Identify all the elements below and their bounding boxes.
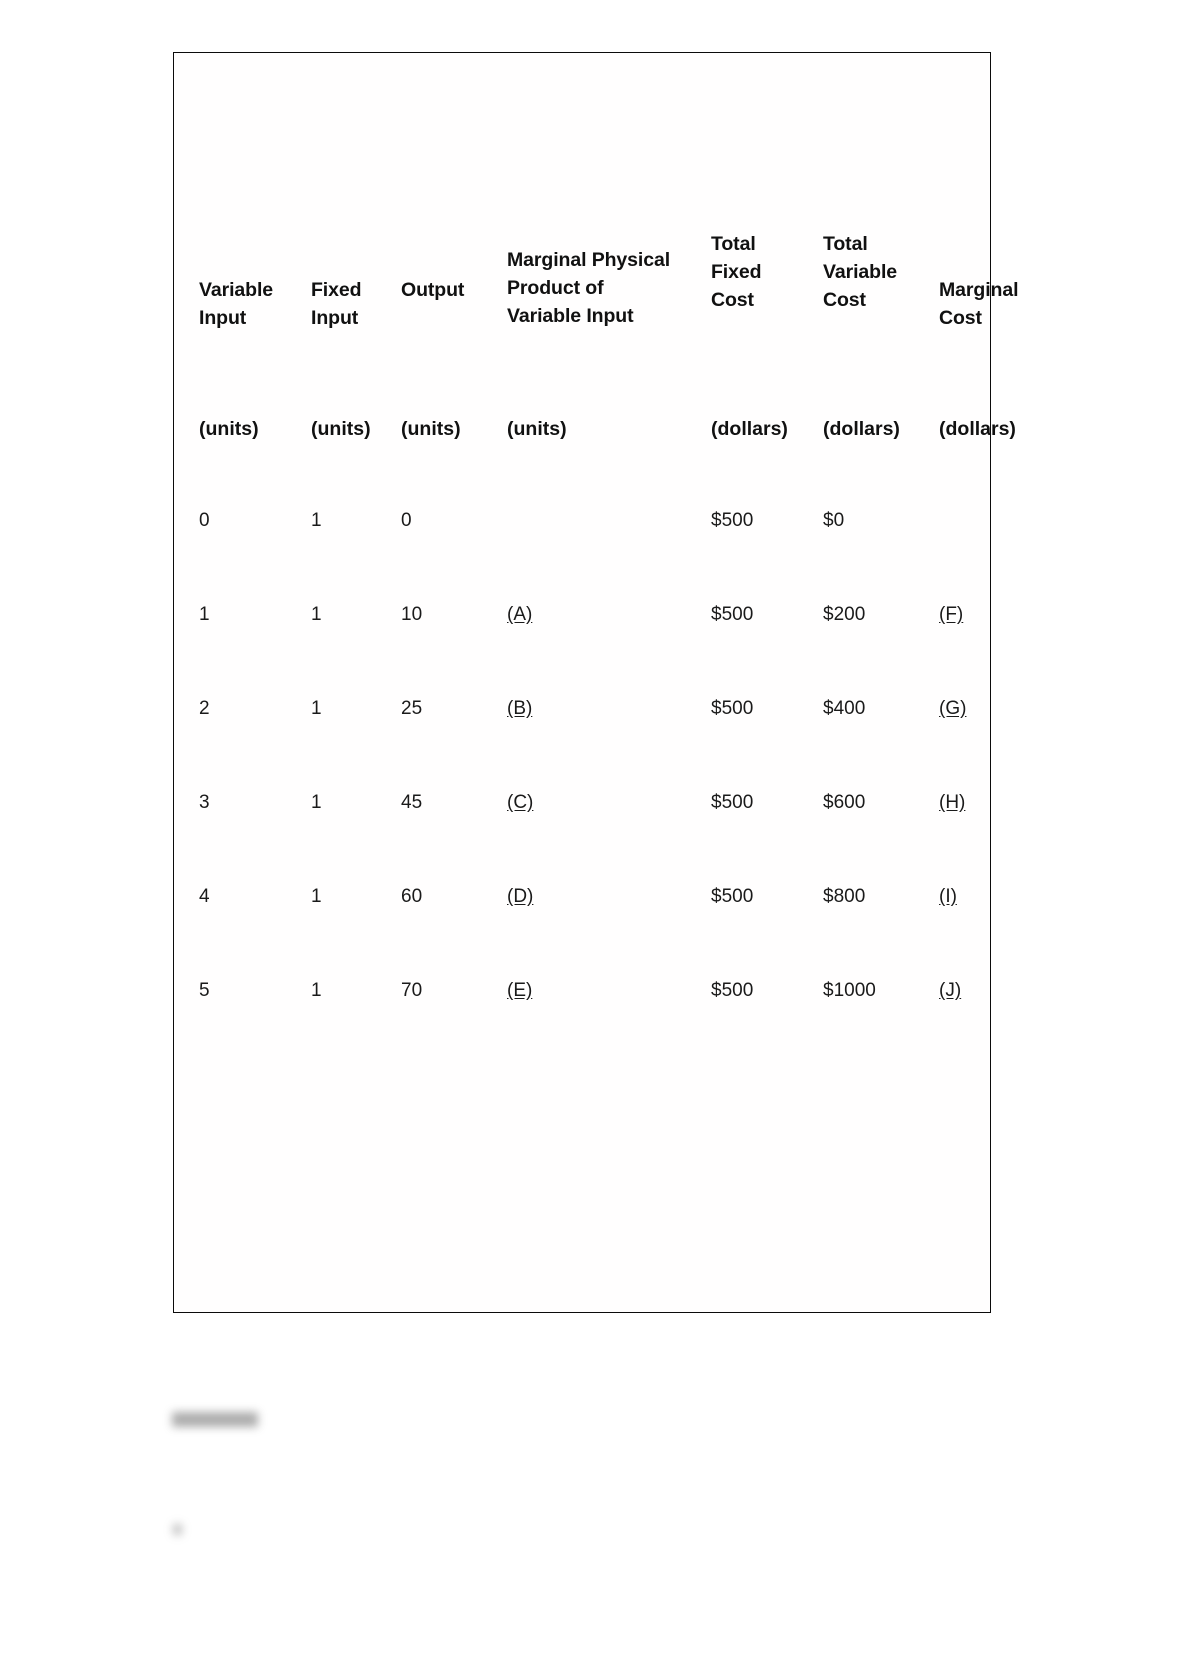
cell-output: 60	[401, 886, 423, 907]
cell-mpp-blank: (B)	[507, 698, 533, 719]
header-marginal-physical-product	[507, 246, 670, 330]
cell-mpp-blank: (C)	[507, 792, 534, 813]
cell-total-variable-cost: $800	[823, 886, 866, 907]
cell-total-fixed-cost: $500	[711, 510, 754, 531]
cell-mpp-blank: (E)	[507, 980, 533, 1001]
cell-variable-input: 1	[199, 604, 210, 625]
units-total-fixed-cost: (dollars)	[711, 418, 788, 440]
header-output	[401, 276, 464, 304]
cell-output: 70	[401, 980, 423, 1001]
cell-variable-input: 0	[199, 510, 210, 531]
cell-variable-input: 3	[199, 792, 210, 813]
cell-fixed-input: 1	[311, 604, 322, 625]
header-variable-input	[199, 276, 273, 332]
cell-total-fixed-cost: $500	[711, 698, 754, 719]
units-total-variable-cost: (dollars)	[823, 418, 900, 440]
header-fixed-input	[311, 276, 361, 332]
redacted-footer-text	[172, 1412, 258, 1427]
header-line: Marginal	[939, 279, 1019, 301]
units-variable-input: (units)	[199, 418, 259, 440]
cell-total-fixed-cost: $500	[711, 792, 754, 813]
cost-table	[173, 52, 1053, 1313]
cell-marginal-cost-blank: (G)	[939, 698, 967, 719]
header-line: Output	[401, 279, 465, 301]
header-line: Fixed	[711, 261, 762, 283]
cell-total-fixed-cost: $500	[711, 980, 754, 1001]
header-marginal-cost	[939, 276, 1018, 332]
cell-output: 25	[401, 698, 423, 719]
cell-marginal-cost-blank: (H)	[939, 792, 966, 813]
cell-total-fixed-cost: $500	[711, 604, 754, 625]
redacted-footer-mark	[173, 1524, 182, 1535]
header-total-fixed-cost	[711, 230, 761, 314]
cell-mpp-blank: (D)	[507, 886, 534, 907]
cell-marginal-cost-blank: (F)	[939, 604, 964, 625]
header-line: Cost	[711, 289, 754, 311]
cell-variable-input: 5	[199, 980, 210, 1001]
units-marginal-cost: (dollars)	[939, 418, 1016, 440]
header-line: Variable	[199, 279, 274, 301]
header-line: Variable Input	[507, 305, 634, 327]
header-line: Cost	[939, 307, 982, 329]
cell-fixed-input: 1	[311, 980, 322, 1001]
header-line: Marginal Physical	[507, 249, 671, 271]
header-line: Input	[199, 307, 247, 329]
cell-fixed-input: 1	[311, 886, 322, 907]
header-line: Variable	[823, 261, 898, 283]
cell-marginal-cost-blank: (J)	[939, 980, 962, 1001]
cell-mpp-blank: (A)	[507, 604, 533, 625]
units-fixed-input: (units)	[311, 418, 371, 440]
cell-total-variable-cost: $1000	[823, 980, 876, 1001]
units-marginal-physical-product: (units)	[507, 418, 567, 440]
header-line: Cost	[823, 289, 866, 311]
header-line: Product of	[507, 277, 604, 299]
header-line: Total	[711, 233, 756, 255]
cell-total-variable-cost: $400	[823, 698, 866, 719]
header-line: Input	[311, 307, 359, 329]
header-total-variable-cost	[823, 230, 897, 314]
cell-fixed-input: 1	[311, 510, 322, 531]
cell-total-variable-cost: $600	[823, 792, 866, 813]
units-output: (units)	[401, 418, 461, 440]
header-line: Fixed	[311, 279, 362, 301]
cell-output: 0	[401, 510, 412, 531]
cell-marginal-cost-blank: (I)	[939, 886, 957, 907]
cell-variable-input: 2	[199, 698, 210, 719]
cell-total-variable-cost: $200	[823, 604, 866, 625]
cell-fixed-input: 1	[311, 792, 322, 813]
header-line: Total	[823, 233, 868, 255]
cell-output: 10	[401, 604, 423, 625]
cell-total-variable-cost: $0	[823, 510, 845, 531]
cell-total-fixed-cost: $500	[711, 886, 754, 907]
cell-output: 45	[401, 792, 423, 813]
cell-variable-input: 4	[199, 886, 210, 907]
cell-fixed-input: 1	[311, 698, 322, 719]
